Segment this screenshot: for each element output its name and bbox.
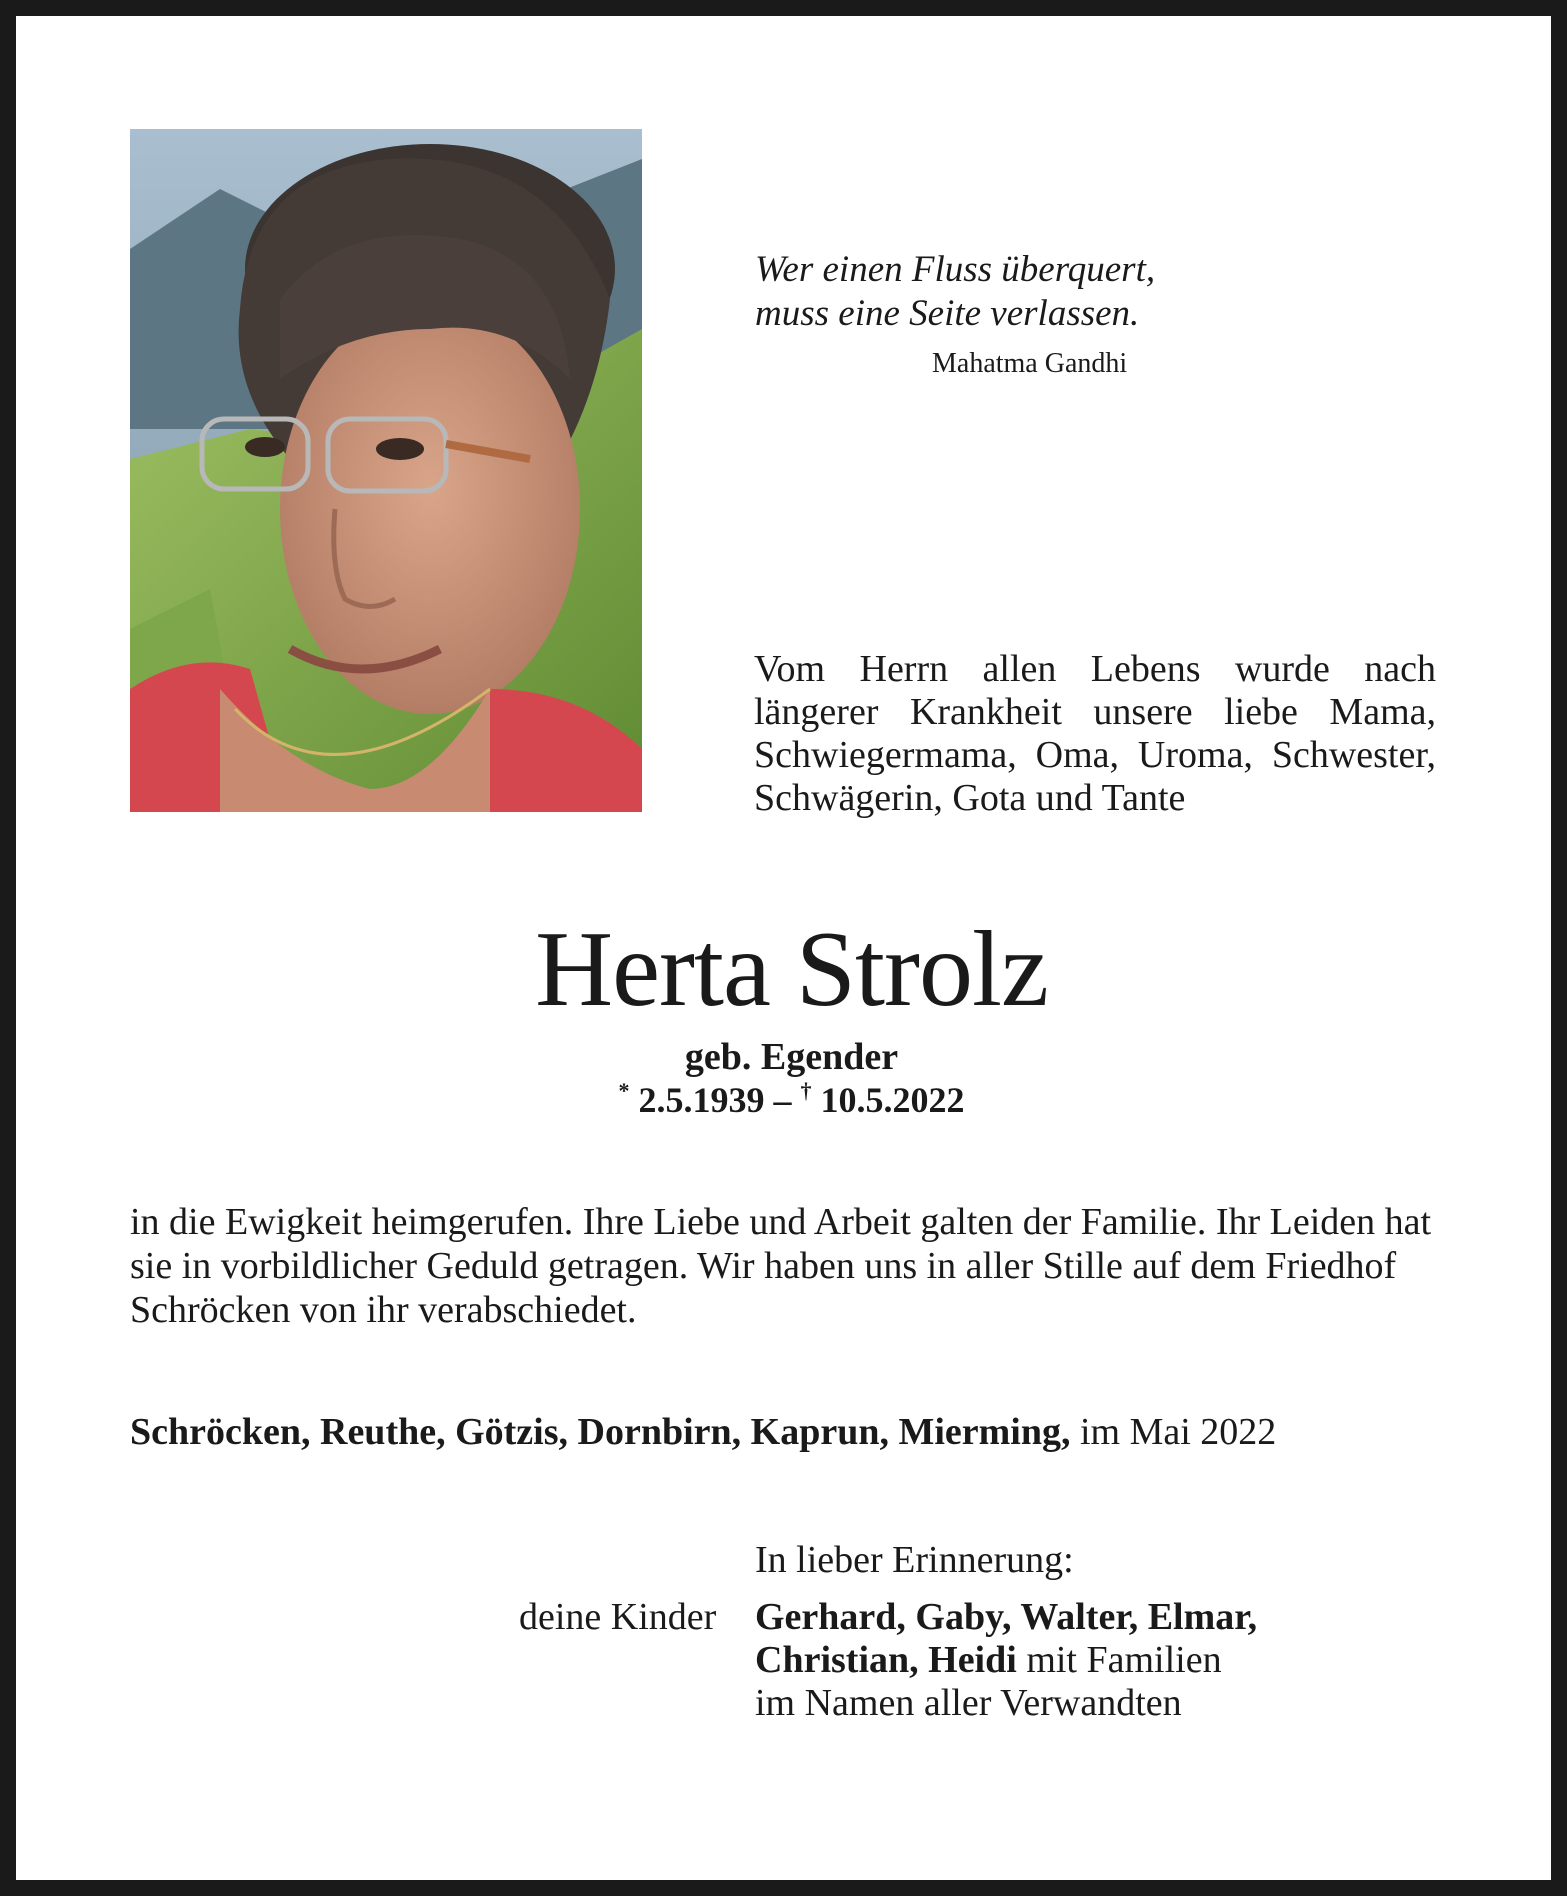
body-text: in die Ewigkeit heimgerufen. Ihre Liebe und Arbeit galten der Familie. Ihr Leiden hat sie in vorbildlicher Geduld getragen. Wir haben uns in aller Stille auf dem Friedhof Schröcken von ihr verabschiedet. xyxy=(130,1201,1432,1331)
kids-line-2-names: Christian, Heidi xyxy=(755,1639,1017,1681)
quote-author: Mahatma Gandhi xyxy=(932,348,1128,379)
date-separator: – xyxy=(773,1080,792,1120)
portrait-photo xyxy=(130,129,642,812)
birth-symbol: * xyxy=(618,1078,630,1103)
kids-line-1: Gerhard, Gaby, Walter, Elmar, xyxy=(755,1596,1258,1638)
place-date: im Mai 2022 xyxy=(1079,1411,1277,1453)
place-names: Schröcken, Reuthe, Götzis, Dornbirn, Kaprun, Mierming, xyxy=(130,1411,1071,1453)
death-date: 10.5.2022 xyxy=(820,1080,965,1120)
kids-label: deine Kinder xyxy=(519,1596,717,1638)
intro-text: Vom Herrn allen Lebens wurde nach längerer Krankheit unsere liebe Mama, Schwiegermama, Oma, Uroma, Schwester, Schwägerin, Gota und Tante xyxy=(754,648,1436,819)
closing-heading: In lieber Erinnerung: xyxy=(755,1539,1074,1581)
quote-line-1: Wer einen Fluss überquert, xyxy=(755,249,1156,290)
birth-date: 2.5.1939 xyxy=(638,1080,765,1120)
kids-names xyxy=(755,1596,1257,1725)
deceased-name: Herta Strolz xyxy=(535,910,1048,1029)
life-dates xyxy=(0,1078,1567,1122)
quote-line-2: muss eine Seite verlassen. xyxy=(755,293,1140,334)
maiden-name: geb. Egender xyxy=(684,1036,899,1078)
kids-line-3: im Namen aller Verwandten xyxy=(755,1682,1182,1724)
place-date-line xyxy=(130,1410,1276,1454)
quote xyxy=(755,248,1155,336)
death-symbol: † xyxy=(800,1078,812,1103)
kids-line-2-rest: mit Familien xyxy=(1026,1639,1222,1681)
